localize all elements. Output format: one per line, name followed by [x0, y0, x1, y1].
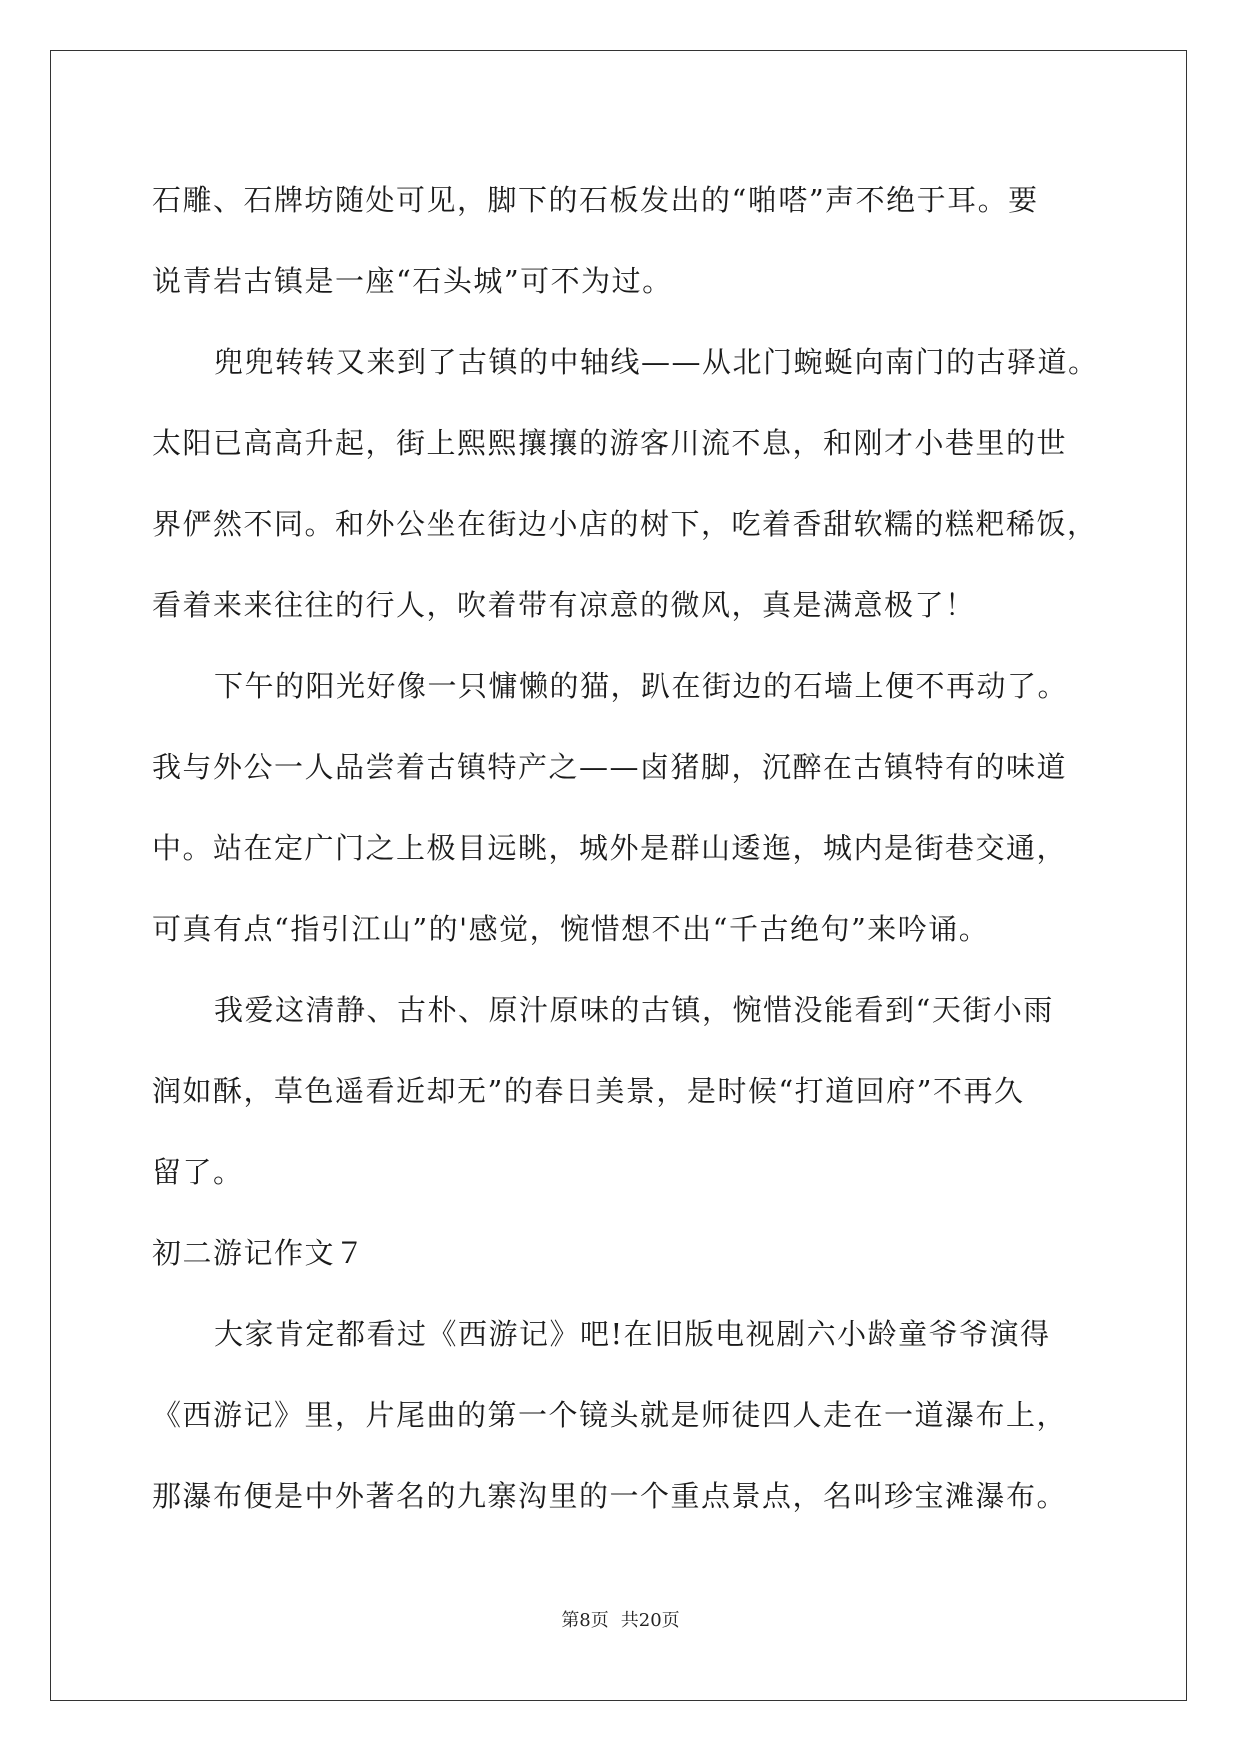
- text-line: 润如酥，草色遥看近却无”的春日美景，是时候“打道回府”不再久: [152, 1074, 1025, 1108]
- text-line: 《西游记》里，片尾曲的第一个镜头就是师徒四人走在一道瀑布上，: [152, 1398, 1068, 1432]
- text-line: 界俨然不同。和外公坐在街边小店的树下，吃着香甜软糯的糕粑稀饭，: [152, 507, 1098, 541]
- text-line: 我与外公一人品尝着古镇特产之——卤猪脚，沉醉在古镇特有的味道: [152, 750, 1068, 784]
- text-line: 可真有点“指引江山”的'感觉，惋惜想不出“千古绝句”来吟诵。: [152, 912, 990, 946]
- text-line: 石雕、石牌坊随处可见，脚下的石板发出的“啪嗒”声不绝于耳。要: [152, 183, 1039, 217]
- text-line: 留了。: [152, 1155, 244, 1189]
- text-line: 太阳已高高升起，街上熙熙攘攘的游客川流不息，和刚才小巷里的世: [152, 426, 1068, 460]
- text-line: 中。站在定广门之上极目远眺，城外是群山逶迤，城内是街巷交通，: [152, 831, 1068, 865]
- text-line: 那瀑布便是中外著名的九寨沟里的一个重点景点，名叫珍宝滩瀑布。: [152, 1479, 1068, 1513]
- text-line: 下午的阳光好像一只慵懒的猫，趴在街边的石墙上便不再动了。: [214, 669, 1069, 703]
- section-heading: 初二游记作文７: [152, 1236, 366, 1270]
- text-line: 我爱这清静、古朴、原汁原味的古镇，惋惜没能看到“天街小雨: [214, 993, 1054, 1027]
- page-footer: [0, 1606, 1241, 1632]
- page-total: 共20页: [620, 1610, 680, 1631]
- document-body: [152, 160, 1099, 1537]
- text-line: 看着来来往往的行人，吹着带有凉意的微风，真是满意极了！: [152, 588, 976, 622]
- text-line: 大家肯定都看过《西游记》吧!在旧版电视剧六小龄童爷爷演得: [214, 1317, 1051, 1351]
- text-line: 兜兜转转又来到了古镇的中轴线——从北门蜿蜒向南门的古驿道。: [214, 345, 1099, 379]
- page-number: 第8页: [561, 1610, 609, 1631]
- text-line: 说青岩古镇是一座“石头城”可不为过。: [152, 264, 673, 298]
